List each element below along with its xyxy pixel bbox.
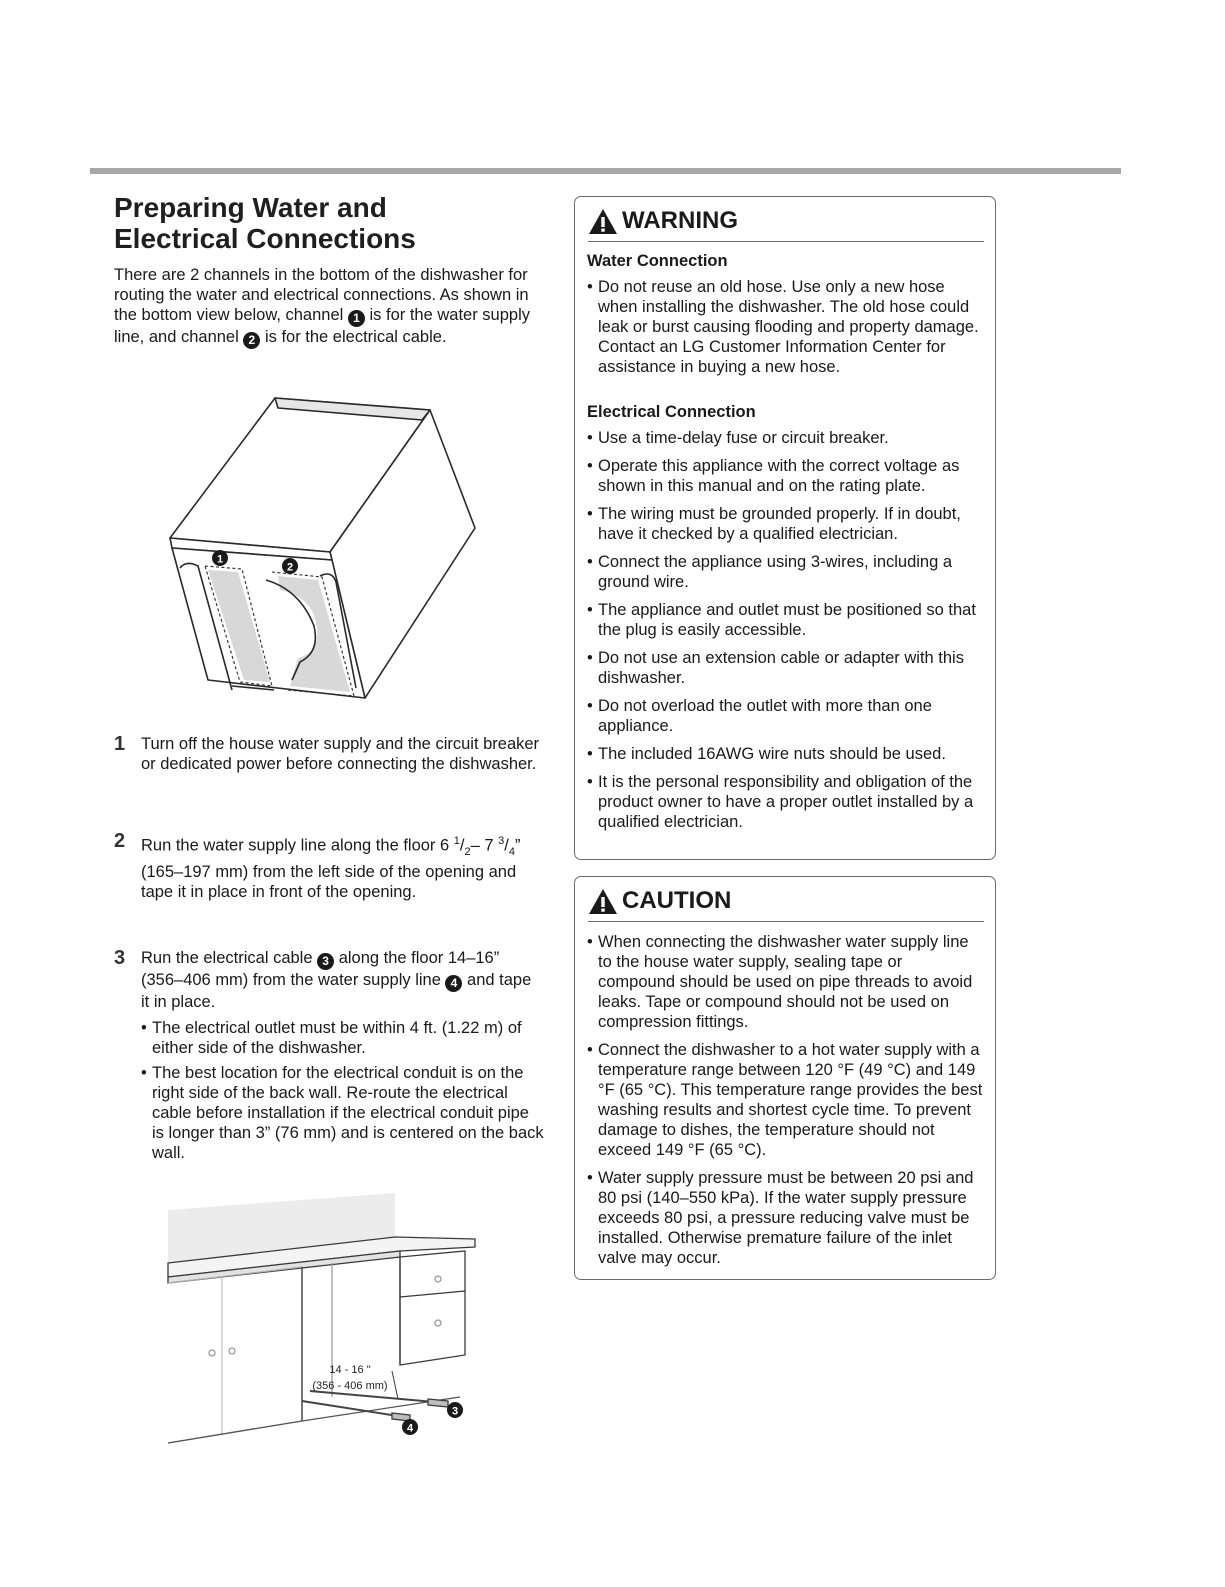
warning-title: WARNING [622, 207, 738, 234]
list-item: • Connect the appliance using 3-wires, including a ground wire. [587, 552, 983, 592]
list-item: • The appliance and outlet must be positioned so that the plug is easily accessible. [587, 600, 983, 640]
callout-4-label: 4 [406, 1422, 414, 1435]
dimension-label-mm: (356 - 406 mm) [312, 1380, 388, 1392]
caution-list [587, 932, 983, 1268]
caution-title: CAUTION [622, 887, 732, 914]
left-column [114, 192, 544, 349]
channel-2-marker: 2 [243, 332, 260, 349]
callout-3-label: 3 [451, 1405, 459, 1418]
header-rule [90, 168, 1121, 174]
list-item: • Connect the dishwasher to a hot water supply with a temperature range between 120 °F (49 °C) and 149 °F (65 °C). This temperature range provides the best washing results and shortest cycle time. To prevent damage to dishes, the temperature should not exceed 149 °F (65 °C). [587, 1040, 983, 1160]
list-item: • Use a time-delay fuse or circuit breaker. [587, 428, 983, 448]
warning-box [574, 196, 996, 860]
list-item: • The electrical outlet must be within 4 ft. (1.22 m) of either side of the dishwasher. [141, 1018, 544, 1058]
caution-header [588, 887, 984, 922]
callout-3-marker: 3 [317, 953, 334, 970]
callout-4-marker: 4 [445, 975, 462, 992]
step-1 [114, 734, 544, 774]
list-item: • The wiring must be grounded properly. If in doubt, have it checked by a qualified electrician. [587, 504, 983, 544]
dimension-label-inches: 14 - 16 " [329, 1364, 371, 1376]
water-connection-list [587, 277, 983, 377]
list-item: • Do not reuse an old hose. Use only a new hose when installing the dishwasher. The old hose could leak or burst causing flooding and property damage. Contact an LG Customer Information Center for assistance in buying a new hose. [587, 277, 983, 377]
list-item: • Water supply pressure must be between 20 psi and 80 psi (140–550 kPa). If the water supply pressure exceeds 80 psi, a pressure reducing valve must be installed. Otherwise premature failure of the inlet valve may occur. [587, 1168, 983, 1268]
caution-box [574, 876, 996, 1280]
list-item: • Do not overload the outlet with more than one appliance. [587, 696, 983, 736]
page-title: Preparing Water and Electrical Connections [114, 192, 416, 254]
step-text: Run the water supply line along the floor 6 $^1/_2-$ 7 $^3/_4$” (165–197 mm) from the left side of the opening and tape it in place in front of the opening. [141, 835, 521, 901]
step-number: 3 [114, 947, 126, 969]
warning-header [588, 207, 984, 242]
electrical-connection-list [587, 428, 983, 832]
step-3 [114, 948, 544, 1163]
list-item: • The included 16AWG wire nuts should be used. [587, 744, 983, 764]
step-2 [114, 831, 544, 902]
intro-paragraph: There are 2 channels in the bottom of the dishwasher for routing the water and electrical connections. As shown in the bottom view below, channel 1 is for the water supply line, and channel 2 is for the electrical cable. [114, 266, 530, 347]
electrical-connection-heading: Electrical Connection [587, 403, 756, 421]
step-text: Turn off the house water supply and the circuit breaker or dedicated power before connecting the dishwasher. [141, 735, 540, 773]
water-connection-heading: Water Connection [587, 252, 728, 270]
step-3-bullets [141, 1018, 544, 1163]
callout-1-label: 1 [216, 553, 224, 566]
list-item: • Do not use an extension cable or adapter with this dishwasher. [587, 648, 983, 688]
step-text: Run the electrical cable 3 along the floor 14–16” (356–406 mm) from the water supply line 4 and tape it in place. [141, 949, 532, 1011]
dishwasher-bottom-view-figure [150, 390, 510, 710]
list-item: • Operate this appliance with the correct voltage as shown in this manual and on the rating plate. [587, 456, 983, 496]
step-number: 1 [114, 733, 126, 755]
list-item: • The best location for the electrical conduit is on the right side of the back wall. Re-route the electrical cable before installation if the electrical conduit pipe is longer than 3” (76 mm) and is centered on the back wall. [141, 1063, 544, 1163]
cabinet-routing-figure [160, 1185, 480, 1455]
step-number: 2 [114, 830, 126, 852]
caution-triangle-icon [588, 888, 618, 915]
list-item: • When connecting the dishwasher water supply line to the house water supply, sealing tape or compound should be used on pipe threads to avoid leaks. Tape or compound should not be used on compression fittings. [587, 932, 983, 1032]
callout-2-label: 2 [286, 561, 294, 574]
list-item: • It is the personal responsibility and obligation of the product owner to have a proper outlet installed by a qualified electrician. [587, 772, 983, 832]
warning-triangle-icon [588, 208, 618, 235]
channel-1-marker: 1 [348, 310, 365, 327]
